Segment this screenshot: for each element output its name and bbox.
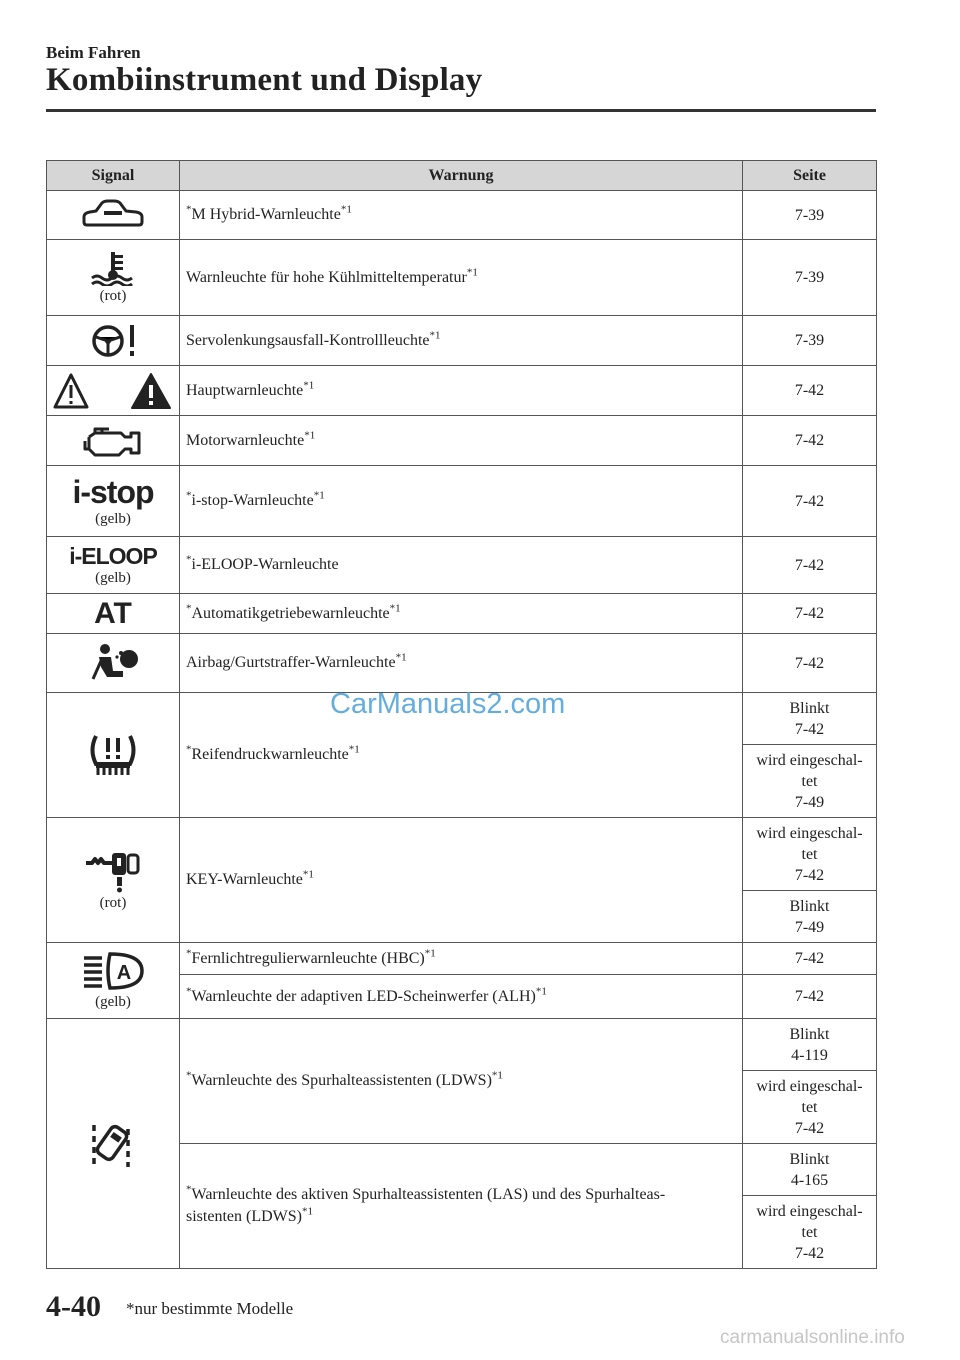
color-note: (gelb) [95,994,131,1010]
warning-cell: *Warnleuchte der adaptiven LED-Scheinwerfer (ALH)$^{*1}$ [180,975,743,1019]
table-row [47,366,877,416]
signal-cell [47,943,180,1019]
page-cell [743,1071,877,1144]
warning-cell: *Automatikgetriebewarnleuchte$^{*1}$ [180,594,743,634]
table-row [47,1019,877,1071]
table-row [47,191,877,240]
table-row [47,416,877,466]
warning-cell: Servolenkungsausfall-Kontrollleuchte$^{*1}$ [180,316,743,366]
page-number: 4-40 [46,1290,101,1323]
page-title: Kombiinstrument und Display [46,62,483,98]
page-cell: 7-42 [743,366,877,416]
page-cell [743,745,877,818]
page-text: wird eingeschal- tet 7-49 [756,751,863,811]
page-text: wird eingeschal- tet 7-42 [756,824,863,884]
warning-cell: *Reifendruckwarnleuchte$^{*1}$ [180,693,743,818]
color-note: (rot) [99,894,127,911]
warning-cell: *Warnleuchte des Spurhalteassistenten (LDWS)$^{*1}$ [180,1019,743,1144]
page-cell: 7-42 [743,943,877,975]
table-row [47,466,877,537]
watermark-text: CarManuals2.com [330,688,566,720]
page-text: wird eingeschal- tet 7-42 [756,1077,863,1137]
signal-cell [47,316,180,366]
page-text: Blinkt 4-119 [789,1025,830,1064]
i-eloop-icon: i-ELOOP [69,542,157,569]
warning-cell: *i-stop-Warnleuchte$^{*1}$ [180,466,743,537]
page-text: wird eingeschal- tet 7-42 [756,1202,863,1262]
airbag-icon [83,643,143,683]
color-note: (rot) [99,288,127,304]
coolant-temperature-icon [88,250,138,286]
signal-cell [47,634,180,693]
signal-cell [47,1019,180,1269]
page-cell: 7-39 [743,316,877,366]
key-warning-icon [82,849,144,893]
table-row [47,818,877,891]
automatic-transmission-icon: AT [94,596,132,630]
page-cell [743,693,877,745]
table-row [47,537,877,594]
page-text: Blinkt 4-165 [789,1150,830,1189]
table-row [47,240,877,316]
page-cell: 7-42 [743,594,877,634]
page-cell [743,891,877,943]
page-cell: 7-42 [743,634,877,693]
signal-cell [47,537,180,594]
signal-cell [47,466,180,537]
page-cell: 7-39 [743,240,877,316]
warning-cell: *M Hybrid-Warnleuchte$^{*1}$ [180,191,743,240]
page-cell [743,1196,877,1269]
signal-cell [47,818,180,943]
page-cell: 7-39 [743,191,877,240]
page-cell: 7-42 [743,975,877,1019]
signal-cell [47,366,180,416]
lane-departure-icon [88,1119,138,1169]
signal-cell [47,191,180,240]
hybrid-warning-icon [78,197,148,233]
page-cell [743,1144,877,1196]
column-header-warning: Warnung [180,161,743,191]
table-header-row [47,161,877,191]
table-row [47,943,877,975]
signal-cell [47,240,180,316]
auto-headlight-icon [80,950,146,992]
page-cell: 7-42 [743,537,877,594]
warning-cell: *Warnleuchte des aktiven Spurhalteassistenten (LAS) und des Spurhalteas- sistenten (LDWS)$^{*1}$ [180,1144,743,1269]
table-row [47,634,877,693]
footer-site-link[interactable]: carmanualsonline.info [720,1327,905,1348]
column-header-page: Seite [743,161,877,191]
engine-warning-icon [81,423,145,459]
i-stop-icon: i-stop [72,473,154,510]
page-cell [743,1019,877,1071]
master-warning-icon [53,372,173,410]
tire-pressure-icon [86,732,140,778]
page-cell: 7-42 [743,466,877,537]
warning-cell: Motorwarnleuchte$^{*1}$ [180,416,743,466]
warning-cell: *i-ELOOP-Warnleuchte [180,537,743,594]
warning-cell: KEY-Warnleuchte$^{*1}$ [180,818,743,943]
color-note: (gelb) [95,569,131,586]
svg-text:A: A [116,962,132,984]
title-divider [46,109,876,112]
table-row [47,594,877,634]
signal-cell [47,693,180,818]
signal-cell [47,594,180,634]
column-header-signal: Signal [47,161,180,191]
page-text: Blinkt 7-49 [789,897,830,936]
table-row [47,316,877,366]
power-steering-icon [88,323,138,359]
warning-cell: *Fernlichtregulierwarnleuchte (HBC)$^{*1}$ [180,943,743,975]
signal-cell [47,416,180,466]
warning-cell: Airbag/Gurtstraffer-Warnleuchte$^{*1}$ [180,634,743,693]
page-cell: 7-42 [743,416,877,466]
page-text: Blinkt 7-42 [789,699,830,738]
color-note: (gelb) [95,510,131,527]
section-label: Beim Fahren [46,43,141,62]
warning-cell: Hauptwarnleuchte$^{*1}$ [180,366,743,416]
page-cell [743,818,877,891]
footnote: *nur bestimmte Modelle [126,1299,294,1318]
warning-cell: Warnleuchte für hohe Kühlmitteltemperatur$^{*1}$ [180,240,743,316]
